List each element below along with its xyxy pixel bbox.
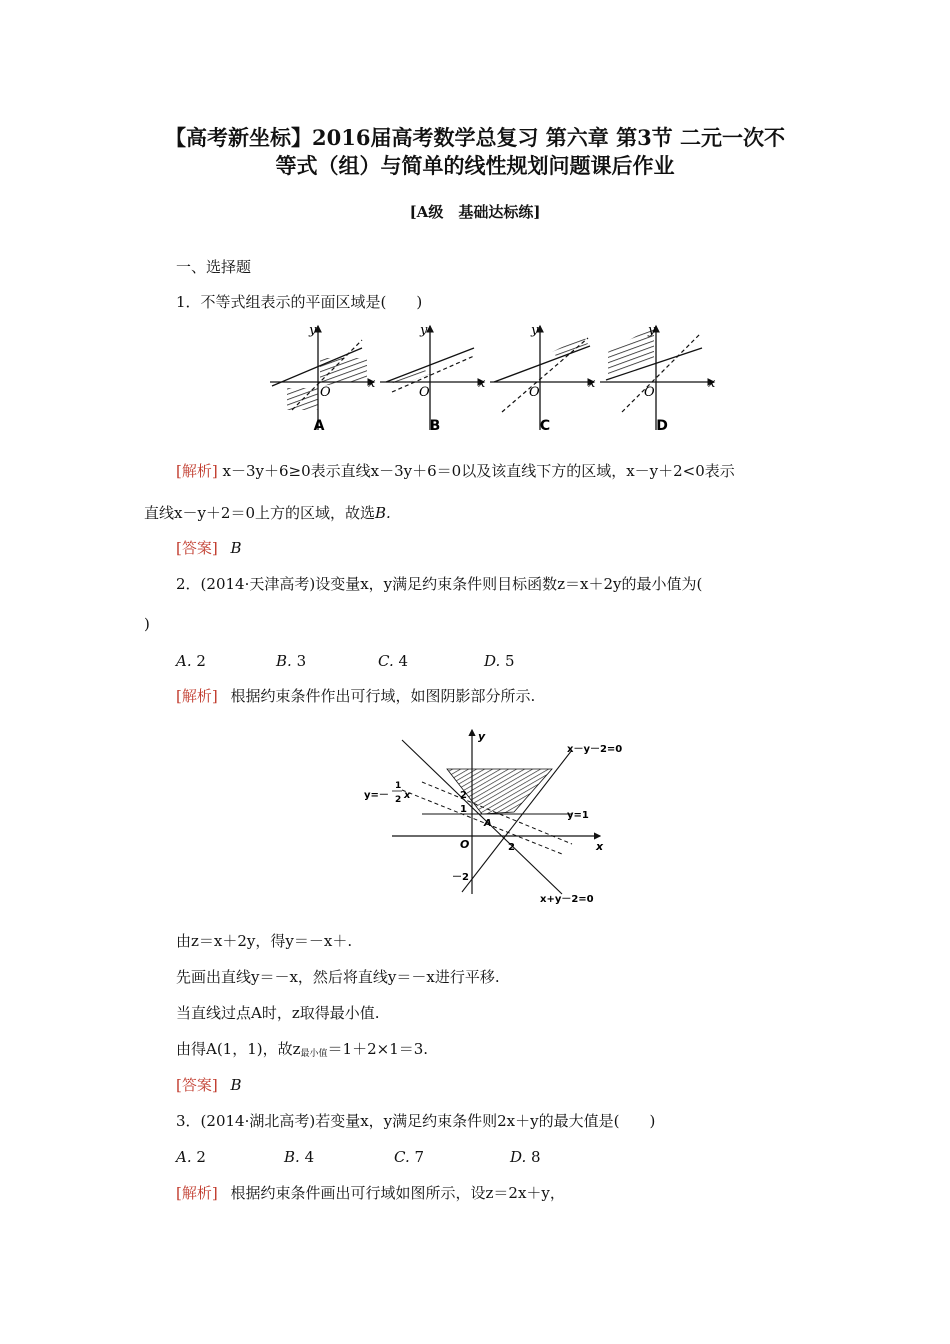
- q3-stem: 3．(2014·湖北高考)若变量x，y满足约束条件则2x＋y的最大值是( ): [176, 1112, 656, 1130]
- tick-y-2: 2: [460, 790, 467, 801]
- q2-step-3: 当直线过点A时，z取得最小值.: [176, 1004, 380, 1022]
- q1-graphs: [262, 318, 722, 440]
- graph-a-origin: O: [320, 385, 331, 400]
- graph-a-label: A: [313, 418, 325, 434]
- q2-answer-value: B: [230, 1076, 242, 1094]
- label-x-plus-y: x+y－2=0: [540, 894, 594, 905]
- graph-a-x-label: x: [368, 376, 376, 391]
- graph-c-origin: O: [529, 385, 540, 400]
- q1-answer-value: B: [230, 539, 242, 557]
- q2-answer: [176, 1075, 242, 1095]
- graph-c-region: [552, 336, 588, 358]
- graph-b-x-label: x: [478, 376, 486, 391]
- graph-d-x-label: x: [708, 376, 716, 391]
- q3-options: [176, 1147, 541, 1167]
- graph-d-y-label: y: [648, 323, 656, 338]
- label-half-prefix: y=－: [364, 790, 389, 801]
- graph-c-y-label: y: [531, 323, 539, 338]
- graph-c-x-label: x: [588, 376, 596, 391]
- q3-analysis-tag: [解析]: [176, 1184, 218, 1202]
- line-x-plus-y: [402, 740, 562, 894]
- q2-figure: [362, 724, 623, 914]
- graph-c-solid-line: [494, 346, 590, 382]
- q2-stem-line-2: ): [144, 615, 150, 633]
- q1-analysis-text: x－3y＋6≥0表示直线x－3y＋6＝0以及该直线下方的区域，x－y＋2<0表示: [222, 462, 735, 480]
- q2-option-c[interactable]: C. 4: [378, 652, 409, 670]
- q2-analysis-text: 根据约束条件作出可行域，如图阴影部分所示.: [230, 687, 536, 705]
- q1-analysis-choice: B.: [375, 504, 391, 522]
- document-title-line-2: 等式（组）与简单的线性规划问题课后作业: [275, 153, 675, 178]
- q2-answer-tag: [答案]: [176, 1076, 218, 1094]
- graph-b-dashed-line: [392, 356, 474, 392]
- label-x-minus-y: x－y－2=0: [567, 744, 623, 755]
- point-a-label: A: [484, 818, 492, 829]
- axis-y-label: y: [478, 730, 486, 743]
- graph-b-origin: O: [419, 385, 430, 400]
- subscript-min: 最小值: [300, 1049, 328, 1059]
- graph-b-region: [390, 368, 430, 386]
- origin-label: O: [460, 838, 470, 851]
- label-half-numerator: 1: [395, 781, 402, 791]
- graph-b: [380, 323, 486, 434]
- q2-step-1: 由z＝x＋2y，得y＝－x＋.: [176, 932, 353, 950]
- graph-b-label: B: [429, 418, 441, 434]
- graph-c-label: C: [539, 418, 551, 434]
- graph-d-label: D: [656, 418, 668, 434]
- q3-option-d[interactable]: D. 8: [510, 1148, 541, 1166]
- axis-x-label: x: [596, 840, 604, 853]
- section-heading: 一、选择题: [176, 258, 252, 276]
- q2-analysis-tag: [解析]: [176, 687, 218, 705]
- q1-analysis-line-2: [144, 503, 391, 523]
- q2-step-4: 由得A(1，1)，故$z_{最小值}=1+2\times 1=3$.: [176, 1040, 429, 1059]
- q1-analysis-text-2: 直线x－y＋2＝0上方的区域，故选: [144, 504, 376, 522]
- q2-option-d[interactable]: D. 5: [484, 652, 515, 670]
- q3-option-b[interactable]: B. 4: [284, 1148, 315, 1166]
- q1-analysis-line-1: [176, 461, 735, 481]
- q1-answer: [176, 538, 242, 558]
- graph-b-y-label: y: [420, 323, 428, 338]
- q1-answer-tag: [答案]: [176, 539, 218, 557]
- tick-y-1: 1: [460, 804, 467, 815]
- q3-analysis: [176, 1183, 565, 1203]
- q1-stem: 1．不等式组表示的平面区域是( ): [176, 293, 423, 311]
- q3-option-a[interactable]: A. 2: [176, 1148, 206, 1166]
- q2-option-b[interactable]: B. 3: [276, 652, 307, 670]
- q2-option-a[interactable]: A. 2: [176, 652, 206, 670]
- q2-stem-line-1: 2．(2014·天津高考)设变量x，y满足约束条件则目标函数z＝x＋2y的最小值为(: [176, 575, 703, 593]
- graph-a: [270, 323, 376, 434]
- tick-x-2: 2: [508, 842, 515, 853]
- q3-option-c[interactable]: C. 7: [394, 1148, 425, 1166]
- q1-analysis-tag: [解析]: [176, 462, 218, 480]
- q2-step-2: 先画出直线y＝－x，然后将直线y＝－x进行平移.: [176, 968, 500, 986]
- label-y-equals-1: y=1: [567, 810, 589, 821]
- label-half-denominator: 2: [395, 795, 402, 805]
- q3-analysis-text: 根据约束条件画出可行域如图所示，设z＝2x＋y，: [230, 1184, 565, 1202]
- label-half-variable: x: [404, 790, 411, 801]
- graph-d-origin: O: [644, 385, 655, 400]
- tick-y-neg2: －2: [452, 872, 469, 883]
- graph-c: [490, 323, 596, 434]
- graph-a-y-label: y: [309, 323, 317, 338]
- graph-d: [600, 323, 716, 434]
- q2-analysis: [176, 686, 535, 706]
- q2-options: [176, 651, 515, 671]
- level-heading: [A级 基础达标练]: [409, 203, 541, 221]
- document-title-line-1: 【高考新坐标】2016届高考数学总复习 第六章 第3节 二元一次不: [165, 125, 785, 150]
